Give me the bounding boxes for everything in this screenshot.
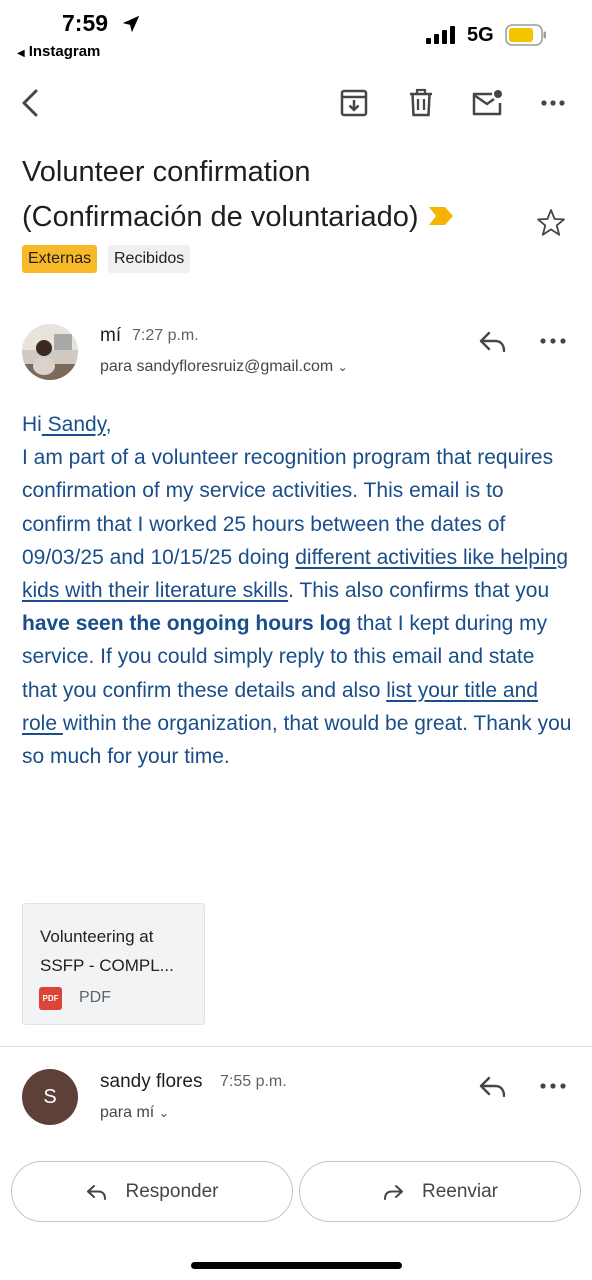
email-subject: [22, 150, 522, 240]
message-time: 7:27 p.m.: [132, 327, 199, 344]
back-arrow-icon[interactable]: [14, 86, 48, 120]
reply-sender-avatar[interactable]: S: [22, 1069, 78, 1125]
forward-button[interactable]: [299, 1161, 581, 1222]
body-bold-hours-log: have seen the ongoing hours log: [22, 612, 352, 636]
reply-arrow-icon: [86, 1183, 108, 1201]
archive-icon[interactable]: [337, 86, 371, 120]
body-underline-activities: different activities like helping kids with their literature skills: [22, 545, 569, 603]
trash-icon[interactable]: [404, 86, 438, 120]
body-underline-title-role: list your title and role: [22, 678, 538, 735]
reply-message-time: 7:55 p.m.: [220, 1073, 287, 1090]
location-arrow-icon: [120, 13, 142, 35]
network-type: 5G: [467, 24, 494, 46]
label-recibidos[interactable]: Recibidos: [108, 245, 190, 273]
sender-name: mí: [100, 325, 122, 346]
subject-line-1: Volunteer confirmation: [22, 156, 311, 188]
avatar-photo-icon: [22, 324, 78, 380]
reply-recipient-toggle[interactable]: [100, 1104, 169, 1122]
chevron-down-icon: ⌄: [158, 1106, 169, 1120]
back-app-label: Instagram: [28, 43, 101, 60]
attachment-card[interactable]: [22, 903, 205, 1025]
greeting-name: Sandy: [41, 413, 106, 436]
subject-line-2: (Confirmación de voluntariado): [22, 195, 522, 240]
message-more-icon[interactable]: [539, 336, 567, 346]
message-divider: [0, 1046, 592, 1047]
reply-recipient-text: para mí: [100, 1104, 155, 1121]
reply-message-more-icon[interactable]: [539, 1081, 567, 1091]
attachment-type: PDF: [79, 989, 111, 1006]
battery-icon: [505, 24, 547, 46]
reply-button-label: Responder: [125, 1180, 219, 1202]
pdf-file-icon: PDF: [39, 987, 62, 1010]
chevron-down-icon: ⌄: [337, 360, 348, 374]
recipient-text: para sandyfloresruiz@gmail.com: [100, 358, 334, 375]
reply-sender-name: sandy flores: [100, 1071, 203, 1092]
cellular-signal-icon: [426, 26, 458, 44]
reply-button[interactable]: [11, 1161, 293, 1222]
home-indicator[interactable]: [191, 1262, 402, 1269]
back-to-app-link[interactable]: [17, 43, 100, 60]
back-triangle-icon: ◀: [17, 48, 25, 59]
attachment-name: Volunteering at SSFP - COMPL...: [40, 927, 174, 975]
greeting: Hi Sandy,: [22, 413, 112, 436]
email-body: [22, 408, 574, 773]
body-paragraph: I am part of a volunteer recognition program that requires confirmation of my service activities. This email is to confirm that I worked 25 hours between the dates of 09/03/25 and 10/15/25 doing different activities like helping kids with their literature skills. This also confirms that you have seen the ongoing hours log that I kept during my service. If you could simply reply to this email and state that you confirm these details and also list your title and role within the organization, that would be great. Thank you so much for your time.: [22, 446, 572, 769]
sender-avatar[interactable]: [22, 324, 78, 380]
reply-icon[interactable]: [478, 1074, 508, 1100]
status-time: 7:59: [62, 10, 109, 36]
important-marker-icon[interactable]: [429, 207, 453, 225]
recipient-details-toggle[interactable]: [100, 358, 348, 376]
mark-unread-icon[interactable]: [470, 86, 504, 120]
label-externas[interactable]: Externas: [22, 245, 97, 273]
forward-arrow-icon: [382, 1183, 404, 1201]
forward-button-label: Reenviar: [421, 1180, 499, 1202]
more-options-icon[interactable]: [536, 86, 570, 120]
star-icon[interactable]: [535, 207, 567, 239]
reply-icon[interactable]: [478, 329, 508, 355]
